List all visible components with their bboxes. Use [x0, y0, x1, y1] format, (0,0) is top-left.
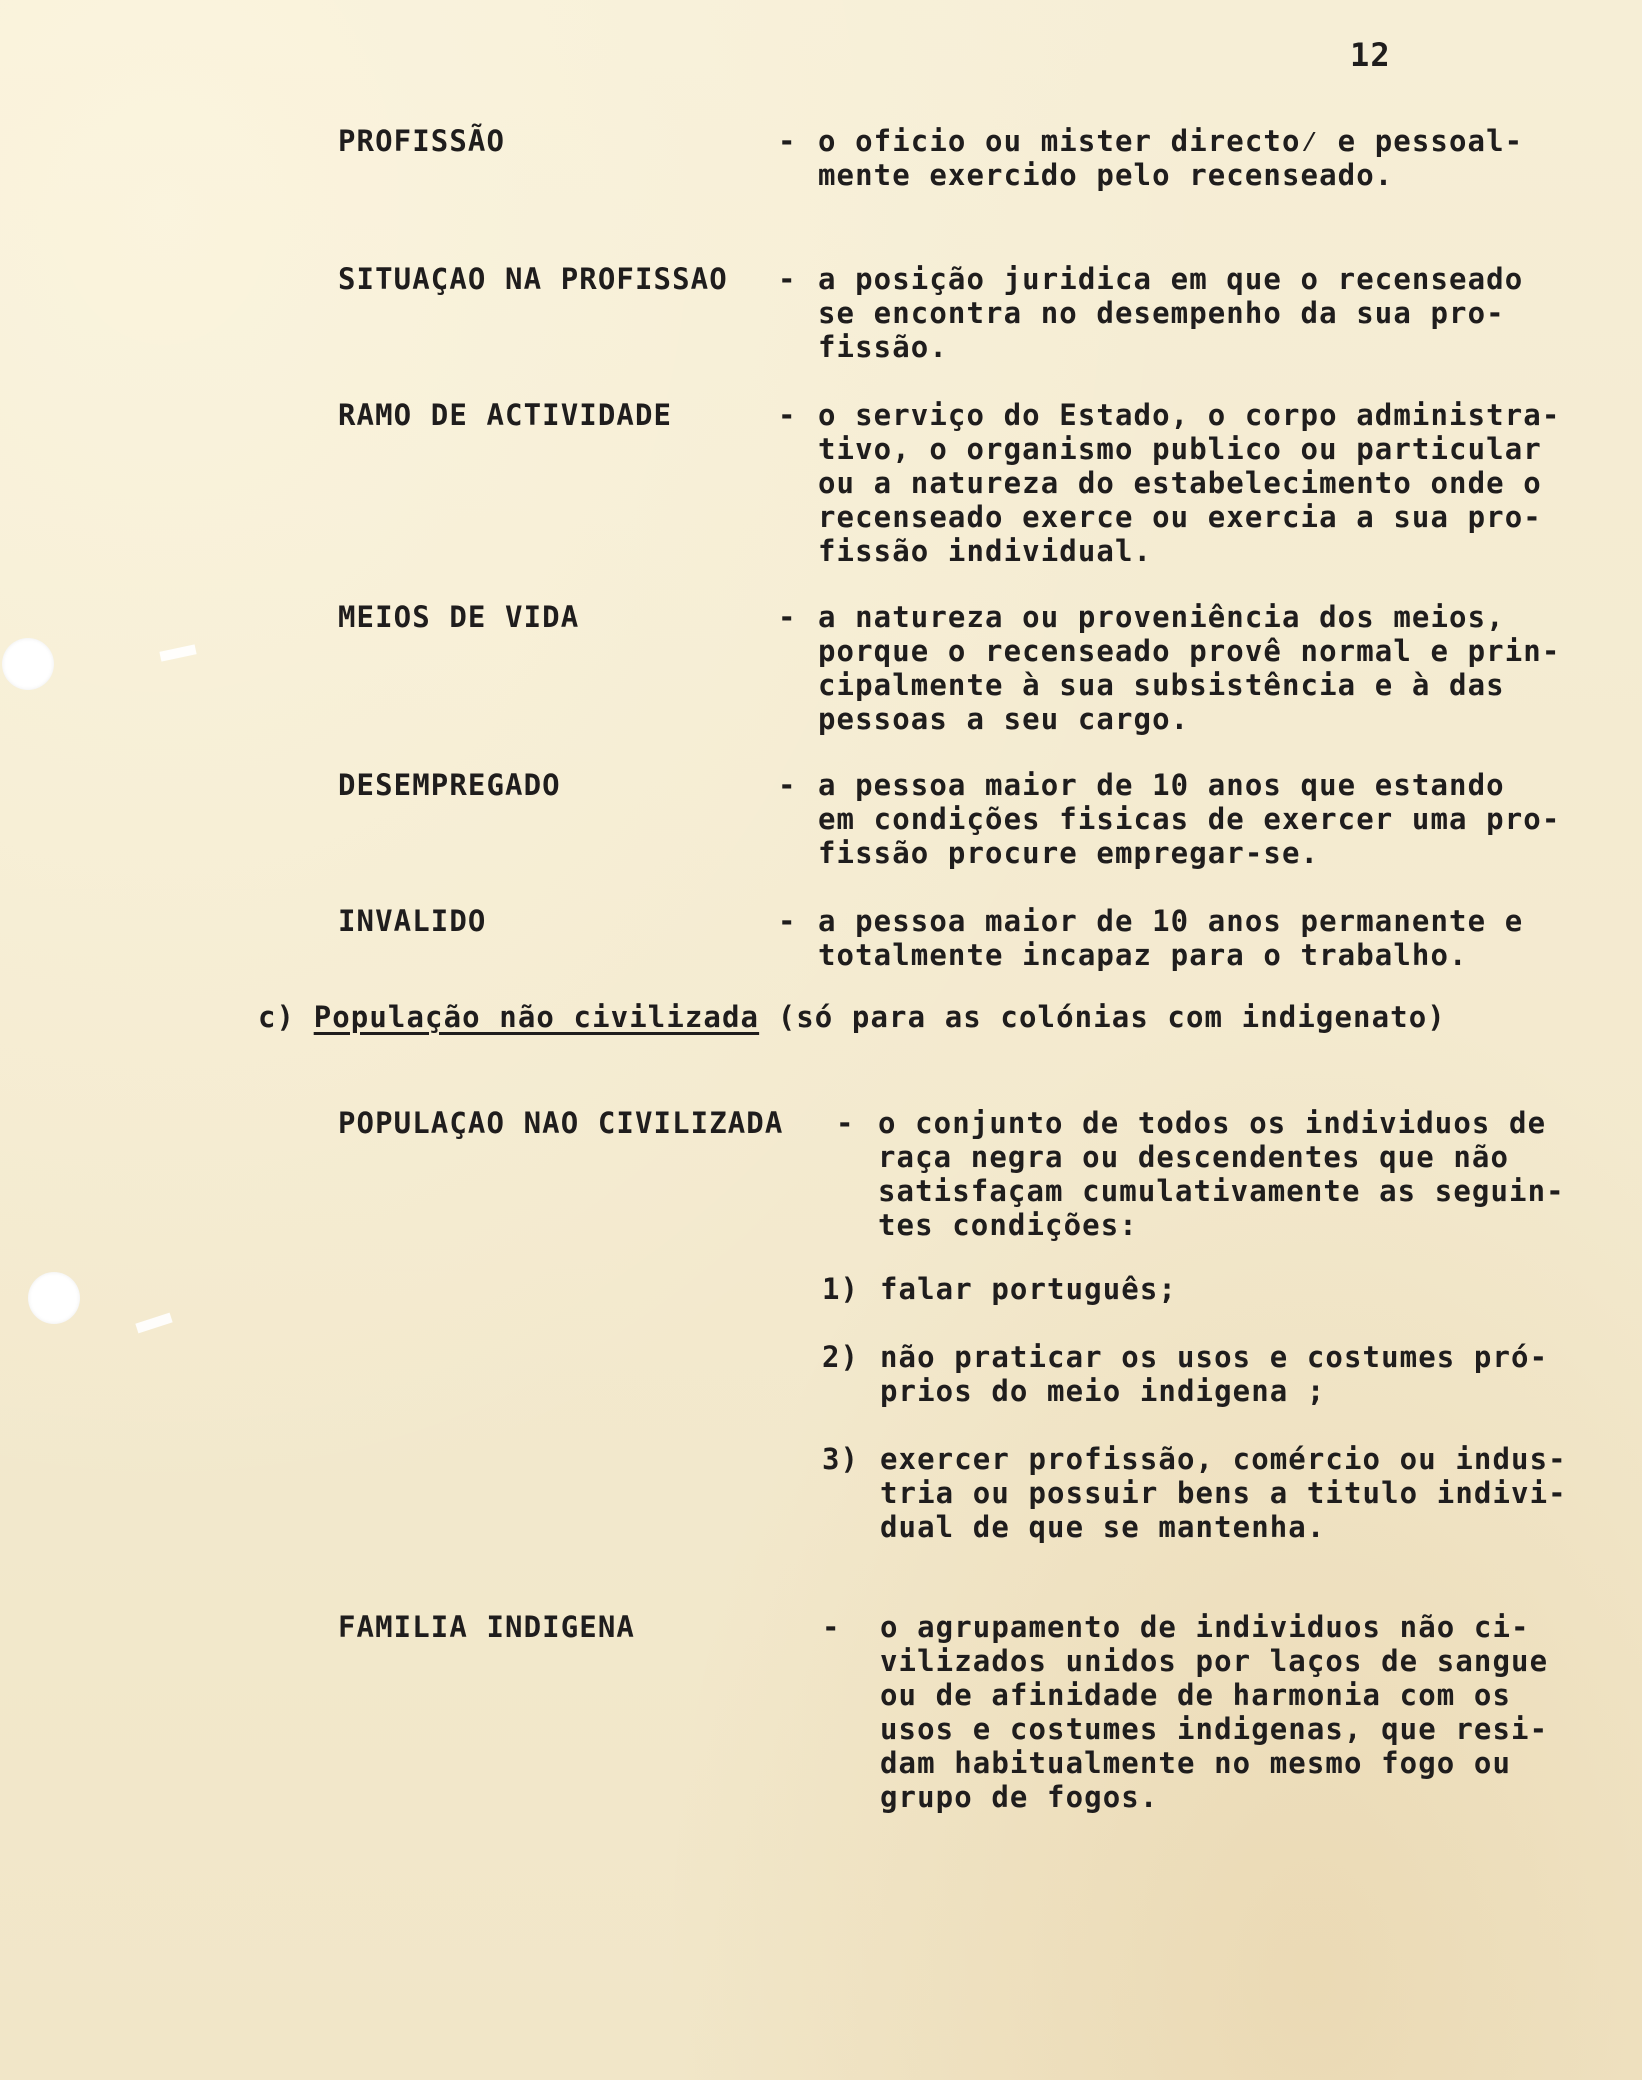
paper-flaw: [135, 1313, 172, 1334]
term-dash: -: [778, 262, 797, 296]
section-note: (só para as colónias com indigenato): [777, 1000, 1446, 1034]
definition-invalido: a pessoa maior de 10 anos permanente e totalmente incapaz para o trabalho.: [818, 904, 1524, 972]
condition-text: exercer profissão, comércio ou indus- tria ou possuir bens a titulo indivi- dual de que se mantenha.: [880, 1442, 1567, 1544]
condition-number: 2): [822, 1340, 860, 1374]
term-dash: -: [778, 600, 797, 634]
term-meios-de-vida: MEIOS DE VIDA: [338, 600, 580, 634]
term-invalido: INVALIDO: [338, 904, 487, 938]
punch-hole-bottom: [28, 1272, 80, 1324]
section-title: População não civilizada: [313, 1000, 760, 1034]
term-ramo-de-actividade: RAMO DE ACTIVIDADE: [338, 398, 673, 432]
condition-number: 3): [822, 1442, 860, 1476]
condition-text: falar português;: [880, 1272, 1177, 1306]
term-profissao: PROFISSÃO: [338, 124, 506, 158]
definition-situacao-na-profissao: a posição juridica em que o recenseado se encontra no desempenho da sua pro- fissão.: [818, 262, 1524, 364]
term-desempregado: DESEMPREGADO: [338, 768, 561, 802]
definition-profissao: o oficio ou mister directo⁄ e pessoal- mente exercido pelo recenseado.: [818, 124, 1524, 192]
term-dash: -: [778, 398, 797, 432]
term-dash: -: [778, 904, 797, 938]
definition-meios-de-vida: a natureza ou proveniência dos meios, porque o recenseado provê normal e prin- cipalmente à sua subsistência e à das pessoas a seu cargo.: [818, 600, 1561, 736]
term-dash: -: [836, 1106, 855, 1140]
definition-ramo-de-actividade: o serviço do Estado, o corpo administra- tivo, o organismo publico ou particular ou a natureza do estabelecimento onde o recenseado exerce ou exercia a sua pro- fissão individual.: [818, 398, 1561, 568]
punch-hole-top: [2, 638, 54, 690]
definition-populacao-nao-civilizada: o conjunto de todos os individuos de raça negra ou descendentes que não satisfaçam cumulativamente as seguin- tes condições:: [878, 1106, 1565, 1242]
term-dash: -: [778, 124, 797, 158]
definition-familia-indigena: o agrupamento de individuos não ci- vilizados unidos por laços de sangue ou de afinidade de harmonia com os usos e costumes indigenas, que resi- dam habitualmente no mesmo fogo ou grupo de fogos.: [880, 1610, 1549, 1814]
condition-text: não praticar os usos e costumes pró- prios do meio indigena ;: [880, 1340, 1549, 1408]
section-heading: [258, 1000, 1446, 1034]
definition-desempregado: a pessoa maior de 10 anos que estando em condições fisicas de exercer uma pro- fissão procure empregar-se.: [818, 768, 1561, 870]
page-number: 12: [1350, 36, 1391, 74]
section-marker: c): [258, 1000, 296, 1034]
paper-flaw: [159, 644, 196, 661]
condition-number: 1): [822, 1272, 860, 1306]
term-dash: -: [822, 1610, 841, 1644]
term-familia-indigena: FAMILIA INDIGENA: [338, 1610, 635, 1644]
term-populacao-nao-civilizada: POPULAÇAO NAO CIVILIZADA: [338, 1106, 784, 1140]
term-dash: -: [778, 768, 797, 802]
term-situacao-na-profissao: SITUAÇAO NA PROFISSAO: [338, 262, 728, 296]
